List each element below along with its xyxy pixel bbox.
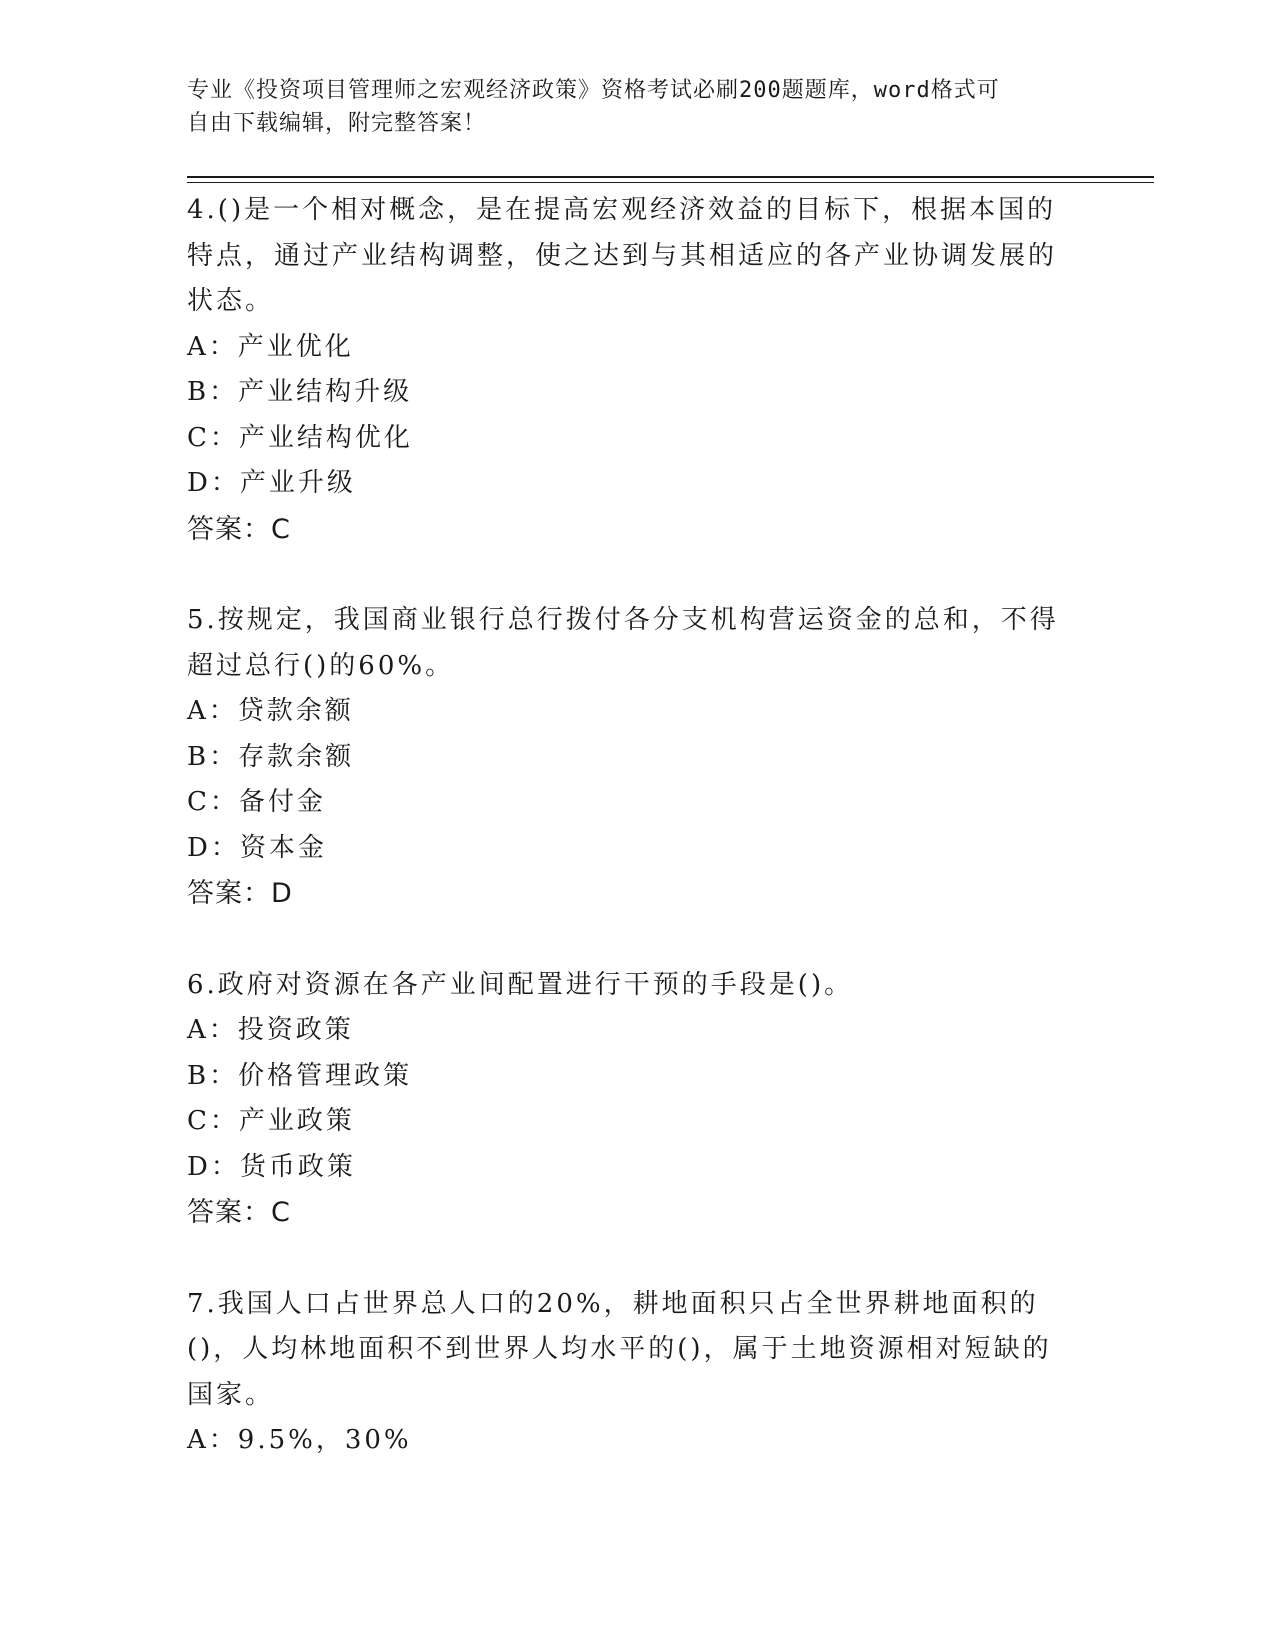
question-stem: 7.我国人口占世界总人口的20%，耕地面积只占全世界耕地面积的()，人均林地面积不到世界人均水平的()，属于土地资源相对短缺的国家。 bbox=[187, 1288, 1052, 1410]
question-stem: 4.()是一个相对概念，是在提高宏观经济效益的目标下，根据本国的特点，通过产业结构调整，使之达到与其相适应的各产业协调发展的状态。 bbox=[187, 195, 1058, 316]
header-title-line-2: 自由下载编辑，附完整答案！ bbox=[187, 111, 487, 136]
option-b: B：存款余额 bbox=[187, 741, 355, 772]
question-list bbox=[187, 188, 1067, 1464]
option-d: D：货币政策 bbox=[187, 1151, 356, 1182]
option-a: A：投资政策 bbox=[187, 1015, 354, 1045]
question-6 bbox=[187, 963, 1067, 1236]
question-5 bbox=[187, 598, 1067, 917]
option-a: A：产业优化 bbox=[187, 331, 354, 362]
option-c: C：产业政策 bbox=[187, 1106, 355, 1136]
option-c: C：备付金 bbox=[187, 787, 326, 817]
question-spacer bbox=[187, 552, 1067, 598]
question-stem: 5.按规定，我国商业银行总行拨付各分支机构营运资金的总和，不得超过总行()的60%。 bbox=[187, 605, 1059, 681]
question-7 bbox=[187, 1282, 1067, 1464]
question-spacer bbox=[187, 917, 1067, 963]
header-divider-thick bbox=[187, 176, 1154, 178]
option-c: C：产业结构优化 bbox=[187, 422, 413, 453]
header-divider-thin bbox=[187, 182, 1154, 183]
question-spacer bbox=[187, 1236, 1067, 1282]
option-b: B：价格管理政策 bbox=[187, 1060, 413, 1091]
question-4 bbox=[187, 188, 1067, 552]
option-a: A：9.5%，30% bbox=[187, 1425, 412, 1455]
answer-line: 答案：C bbox=[187, 1197, 291, 1228]
document-header bbox=[187, 74, 1067, 140]
option-b: B：产业结构升级 bbox=[187, 377, 413, 407]
option-d: D：资本金 bbox=[187, 832, 327, 863]
option-d: D：产业升级 bbox=[187, 468, 356, 498]
header-title-line-1: 专业《投资项目管理师之宏观经济政策》资格考试必刷200题题库，word格式可 bbox=[187, 78, 1000, 103]
answer-line: 答案：D bbox=[187, 878, 293, 909]
question-stem: 6.政府对资源在各产业间配置进行干预的手段是()。 bbox=[187, 969, 854, 1000]
option-a: A：贷款余额 bbox=[187, 696, 354, 726]
answer-line: 答案：C bbox=[187, 513, 291, 545]
